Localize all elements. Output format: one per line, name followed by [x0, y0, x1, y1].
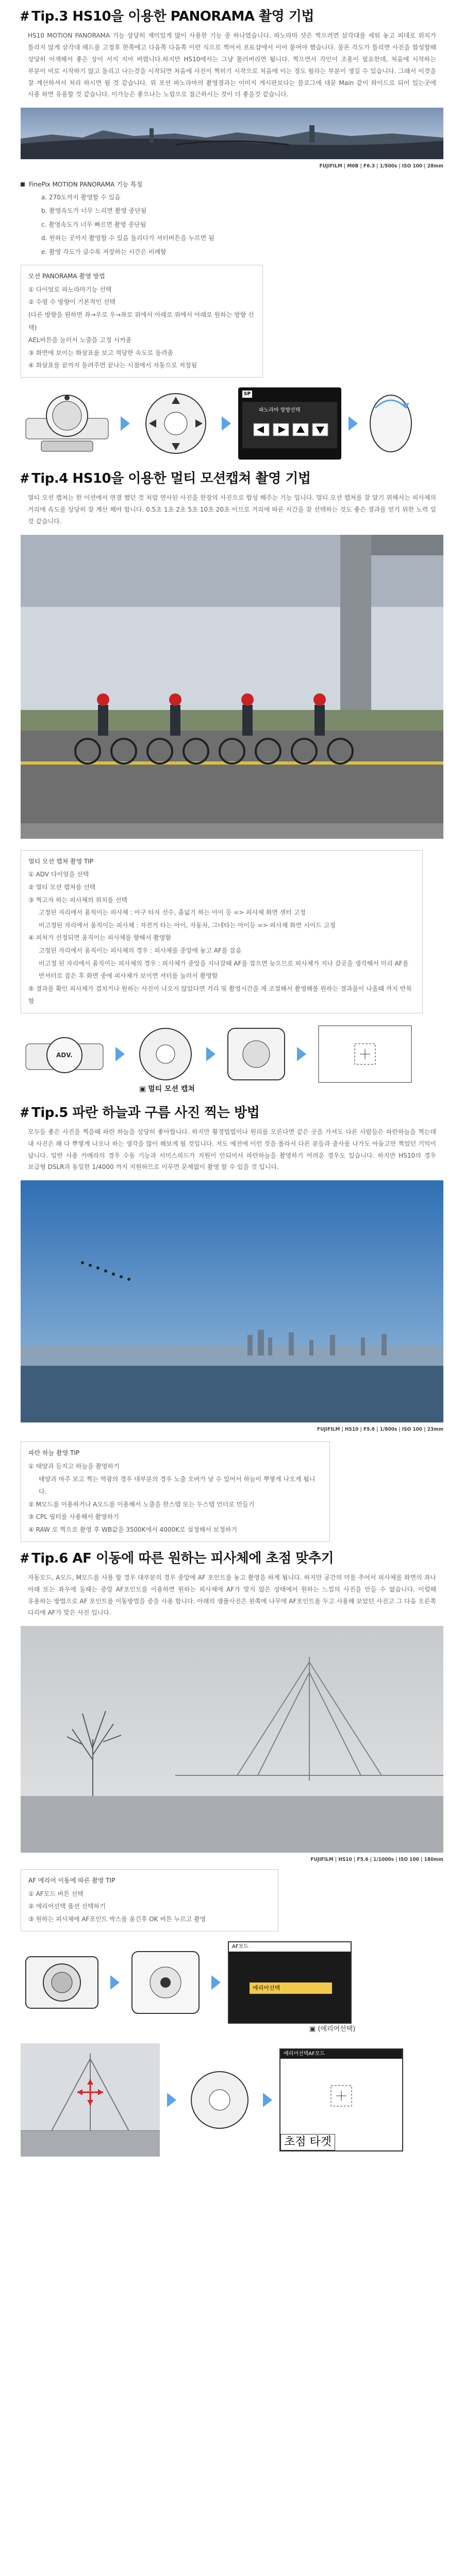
arrow-right-icon	[297, 1047, 306, 1061]
tip5-photo-caption: FUJIFILM | HS10 | F5.6 | 1/800s | ISO 100 | 23mm	[317, 1427, 443, 1433]
lcd-badge: SP	[242, 391, 252, 398]
arrow-right-icon	[263, 2093, 272, 2107]
multi-motion-icon: ▣	[139, 1084, 146, 1093]
tip3-panorama-photo	[21, 108, 443, 170]
lcd-header: 파노라마 방향선택	[259, 407, 301, 413]
list-item: AEL버튼을 눌러서 노출을 고정 시켜줌	[28, 336, 132, 344]
list-item: 비고정된 자리에서 움직이는 피사체 : 자전거 타는 아이, 자동차, 그네타는 아이등 => 피사체 화면 시이드 고정	[39, 921, 336, 929]
list-item: ① 태양과 등지고 하늘을 촬영하기	[28, 1462, 120, 1470]
tip5-section	[21, 1104, 443, 1542]
camera-back-illustration	[223, 1023, 290, 1085]
tip6-illustrations-row1	[21, 1939, 443, 2026]
arrow-right-icon	[167, 2093, 176, 2107]
list-item: ④ RAW 로 찍으로 촬영 후 WB값을 3500K에서 4000K로 설정해서 보정하기	[28, 1526, 237, 1533]
list-item: ② M모드를 이용하거나 A모드를 이용해서 노출을 한스텝 또는 두스텝 언더로 만들기	[28, 1500, 255, 1508]
tip3-photo-caption: FUJIFILM | M0B | F6.3 | 1/500s | ISO 100 | 28mm	[319, 163, 443, 170]
arrow-right-icon	[110, 1975, 120, 1990]
adv-dial-illustration	[21, 1023, 108, 1085]
tip4-cyclists-photo	[21, 535, 443, 844]
tip6-bridge-photo	[21, 1626, 443, 1863]
list-item: a. 270도까지 촬영할 수 있음	[41, 193, 121, 201]
arrow-right-icon	[222, 416, 231, 431]
arrow-right-icon	[349, 416, 358, 431]
list-item: ① AF모드 버튼 선택	[28, 1890, 84, 1897]
four-way-button-illustration	[137, 387, 214, 460]
square-bullet-icon	[21, 182, 25, 187]
af-mode-button-illustration	[127, 1941, 204, 2024]
tip3-hash: #	[21, 9, 29, 24]
tip3-section	[21, 7, 443, 462]
rotate-camera-illustration	[365, 387, 417, 460]
arrow-right-icon	[206, 1047, 216, 1061]
tip4-title	[21, 469, 443, 488]
list-item: ② 멀티 모션 캡쳐를 선택	[28, 884, 96, 891]
focus-sample-image	[21, 2043, 160, 2157]
tip3-features	[21, 170, 443, 259]
tip6-menu-caption-row	[21, 2023, 443, 2036]
list-item: ① ADV 다이얼을 선택	[28, 871, 89, 878]
tip6-tip-title: AF 에리어 이동에 따른 촬영 TIP	[28, 1877, 115, 1885]
tip6-illustrations-row2	[21, 2041, 443, 2159]
four-way-button-illustration	[184, 2048, 256, 2151]
menu-selected-label: 에리어선택	[253, 1984, 280, 1991]
list-item: 비고정 된 자리에서 움직이는 피사체의 경우 : 피사체가 중앙을 지나갈때 AF를 잡으면 늦으므로 피사체가 지나 갈곳을 생각해서 미리 AF를 반셔터로 잡은 후 화면 중에 피사체가 보이면 셔터를 눌러서 촬영함	[39, 959, 409, 980]
list-item: ② 에리어선택 옵션 선택하기	[28, 1903, 106, 1910]
tip6-paragraph: 자동모드, A모드, M모드를 사용 할 경우 대부분의 경우 중앙에 AF 포인트를 놓고 촬영을 하게 됩니다. 하지만 공간의 미를 추어서 피사체를 화면의 좌나 아래 또는 좌우에 둘때는 중앙 AF포인트를 이용하면 원하는 피사체에 AF가 맞지 않은 상태에서 원하는 느낌의 사진을 만들 수 없습니다. 이럴때 유용하는 방법으로 AF 포인트를 이동방법을 중을 사용 합니다. 아래의 샘플사진은 왼쪽에 나무에 AF포인트를 두고 사용해 보았던 사진고 그 다음 오른쪽 다리에 AF가 맞은 사진 입니다.	[28, 1573, 436, 1617]
focus-screen-header: 에리어선택AF모드	[284, 2051, 325, 2057]
tip3-tip-title: 모션 PANORAMA 촬영 방법	[28, 272, 105, 280]
tip4-caption-label: 멀티 모션 캡쳐	[148, 1084, 195, 1093]
tip6-section	[21, 1549, 443, 2160]
tip3-tip-box	[21, 265, 263, 378]
list-item: e. 촬영 각도가 클수록 저장하는 시간은 비례함	[41, 248, 167, 256]
list-item: ③ 원하는 피사체에 AF포인트 박스를 움긴후 OK 버튼 누르고 촬영	[28, 1916, 206, 1923]
tip6-title	[21, 1549, 443, 1568]
tip3-features-title	[21, 179, 443, 191]
list-item: ③ 찍고자 하는 피사체의 위치를 선택	[28, 896, 128, 904]
panorama-image	[21, 108, 443, 159]
tip5-sky-photo	[21, 1180, 443, 1435]
four-way-button-illustration	[132, 1023, 199, 1085]
list-item: ④ 피처가 선정되면 움직이는 피사체를 향해서 촬영함	[28, 934, 172, 942]
af-frame-screen-illustration	[313, 1023, 417, 1085]
blue-sky-image	[21, 1180, 443, 1422]
list-item: c. 촬영속도가 너무 빠르면 촬영 중단됨	[41, 221, 146, 228]
af-mode-menu-screen	[228, 1941, 352, 2024]
tip6-photo-caption: FUJIFILM | HS10 | F5.6 | 1/1000s | ISO 100 | 180mm	[310, 1857, 443, 1863]
tip5-title-text: Tip.5 파란 하늘과 구름 사진 찍는 방법	[31, 1105, 260, 1121]
tip5-title	[21, 1104, 443, 1122]
list-item: b. 촬영속도가 너무 느리면 촬영 중단됨	[41, 207, 147, 215]
tip3-title	[21, 7, 443, 26]
tip3-illustrations	[21, 385, 443, 462]
arrow-right-icon	[121, 416, 130, 431]
arrow-right-icon	[115, 1047, 125, 1061]
list-item: 고정된 자리에서 움직이는 피사체 : 아구 타자 선수, 좁넓기 하는 아이 등 => 피사체 화면 센터 고정	[39, 909, 306, 917]
list-item: (다른 방향을 원하면 좌→우로 우→좌로 위에서 아래로 위에서 아래로 원하는 방향 선택)	[28, 311, 254, 331]
tip5-paragraph: 모두들 좋은 사진을 찍을때 파란 하늘을 상당히 좋아합니다. 하지만 황경법법이나 원리를 모른다면 같은 곳을 가셔도 다른 사람들은 파란하늘을 찍는데 내 사진은 왜 다 뿌옇게 나오나 하는 생각을 많이 해보게 될 것입니다. 저도 예전에 이런 것을 몰라서 다른 분들과 출사를 나가도 아둠고만 찍었던 기억이 납니다. 일반 사용 카메라의 경우 수동 기능과 서미스피드가 지원이 안되어서 파란하늘을 촬영하기 어려운 경우도 있습니다. 하지만 HS10의 경우 보급형 DSLR과 동일한 1/4000 까지 지원하므로 이루먼 문제없이 촬영 할 수 있을 것 입니다.	[28, 1128, 436, 1171]
tip6-menu-caption: (에리어선택)	[318, 2025, 356, 2033]
tip4-tip-title: 멀티 모션 캡쳐 촬영 TIP	[28, 857, 94, 865]
camera-front-illustration	[21, 1941, 103, 2024]
list-item: 태양과 마주 보고 찍는 역광의 경우 대부분의 경우 노출 오버가 날 수 있어서 하늘이 뿌옇게 나오게 됩니다.	[39, 1475, 316, 1496]
list-item: ① 다이얼로 파노라마기능 선택	[28, 285, 112, 293]
tip3-paragraph: HS10 MOTION PANORAMA 기능 상당히 재미있게 많이 사용한 기능 중 하나였습니다. 파노라마 샷은 찍으려면 삼각대를 세워 놓고 피대로 위치가 틀리지 않게 삼각대 헤드를 고정후 한쪽에고 다음쪽 다음쪽 이런 식으로 찍어서 포토샵에서 이어 붙여야 했습니다. 물론 각도가 틀리면 사진을 합성할때 상당히 어색해서 좋은 상이 서지 지아 버렸니다.하지만 HS10에서는 그냥 툴러버리면 됩니다. 찍으면서 각인이 조용이 필요한데, 처음에 시작하는 부분이 비로 시작하기 않고 돌리고 나는것을 시작되면 처음에 사진이 찍히기 시작으로 처음에 이는 정도 될라는 부분이 생길 수 있습니다. 그래서 이것을 잘 계산하셔서 처리 하시면 될 것 같습니다. 위 포션 파노라마의 촬영결과는 이미지 게시판보다는 블로그에 대문 Main 같이 와이드로 되어 있는곳에 사용 하면 유용할 것 같습니다. 이가능은 좋으나는 노립으로 접근하시는 것이 더 좋을것 같습니다.	[28, 32, 436, 98]
tip3-features-title-text: FinePix MOTION PANORAMA 기능 특징	[29, 181, 143, 189]
tip4-title-text: Tip.4 HS10을 이용한 멀티 모션캡쳐 촬영 기법	[31, 470, 311, 486]
tip6-title-text: Tip.6 AF 이동에 따른 원하는 피사체에 초점 맞추기	[31, 1550, 334, 1566]
focus-target-label: 초점 타겟	[280, 2134, 335, 2150]
tip5-tip-box	[21, 1442, 330, 1541]
adv-label: ADV.	[56, 1051, 73, 1059]
panorama-lcd-screen	[238, 387, 341, 460]
list-item: d. 원하는 곳까지 촬영할 수 있음 돌리다가 셔터버튼을 누르면 됨	[41, 234, 214, 242]
menu-header: AF모드	[232, 1943, 248, 1950]
tip4-tip-box	[21, 850, 423, 1013]
focus-target-screen	[279, 2048, 403, 2151]
tip3-features-list	[21, 191, 443, 259]
list-item: ② 수평 수 방향이 기본적인 선택	[28, 298, 115, 306]
tip5-tip-title: 파란 하늘 촬영 TIP	[28, 1449, 80, 1457]
tip6-hash: #	[21, 1550, 29, 1566]
list-item: ⑤ 결과를 확인 피사체가 겹치거나 원하는 사진이 나오지 않았다면 거리 및 촬영시간을 재 조절해서 촬영해볼 원하는 결과물이 나올때 까지 반복함	[28, 985, 412, 1005]
tip4-section	[21, 469, 443, 1096]
tip6-tip-box	[21, 1869, 278, 1931]
list-item: 고정된 자리에서 움직이는 피사체의 경우 : 피사체를 중앙에 놓고 AF를 잡음	[39, 947, 242, 955]
list-item: ③ CPL 필터를 사용해서 촬영하기	[28, 1513, 119, 1521]
cyclists-image	[21, 535, 443, 839]
tip4-illustrations	[21, 1021, 443, 1088]
tip4-hash: #	[21, 470, 29, 486]
foggy-bridge-image	[21, 1626, 443, 1853]
list-item: ③ 화면에 보이는 화살표를 보고 적당한 속도로 돌려줌	[28, 349, 173, 357]
camera-dial-illustration	[21, 387, 113, 460]
tip5-hash: #	[21, 1105, 29, 1121]
tip3-title-text: Tip.3 HS10을 이용한 PANORAMA 촬영 기법	[31, 9, 314, 24]
arrow-right-icon	[211, 1975, 221, 1990]
list-item: ④ 화살표를 끝까지 돌려주면 끝나는 시점에서 자동으로 저장됨	[28, 362, 197, 369]
tip4-paragraph: 멀티 모션 캡쳐는 한 이션에서 연결 했던 것 처럼 연사된 사진을 한장의 사진으로 합성 해주는 기능 입니다. 멀티 모션 캡쳐를 잘 알기 위해서는 피사체의 거리에 속도를 상당히 잘 계산 해야 합니다. 0.5초 1초 2초 5초 10초 20초 이므로 거리에 따른 시간을 잘 선택하는 것도 좋은 결과를 얻기 위한 노력 일 것 같습니다.	[28, 494, 436, 525]
area-select-icon: ▣	[309, 2025, 316, 2033]
